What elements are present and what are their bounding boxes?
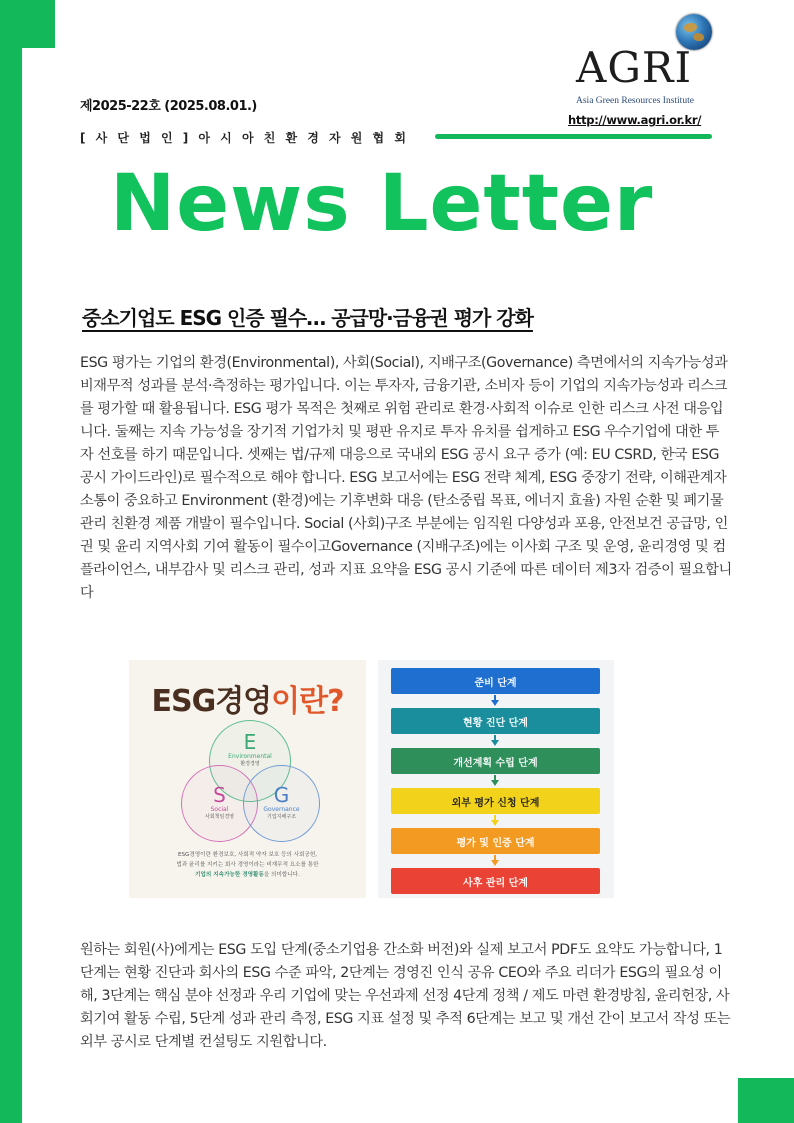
logo-text: AGRI xyxy=(576,43,693,92)
esg-image-title: ESG경영이란? xyxy=(151,684,344,719)
environmental-circle: E Environmental 환경경영 xyxy=(209,720,291,802)
step-box: 사후 관리 단계 xyxy=(391,868,600,894)
esg-image-caption: ESG경영이란 환경보호, 사회적 약자 보호 등의 사회공헌, 법과 윤리를 지키는 회사 경영이라는 비재무적 요소를 통한 기업의 지속가능한 경영활동을 의미합니다. xyxy=(176,852,319,878)
logo-subtitle: Asia Green Resources Institute xyxy=(576,96,694,106)
header-divider xyxy=(435,134,712,139)
top-left-green-block xyxy=(22,0,55,48)
left-green-bar xyxy=(0,0,22,1123)
article-headline: 중소기업도 ESG 인증 필수… 공급망·금융권 평가 강화 xyxy=(82,306,533,330)
issue-number: 제2025-22호 (2025.08.01.) xyxy=(80,99,257,114)
agri-logo xyxy=(570,10,720,130)
esg-steps-image xyxy=(378,660,614,898)
social-circle: S Social 사회책임경영 xyxy=(181,765,258,842)
step-arrow-icon xyxy=(491,740,499,746)
article-paragraph-1: ESG 평가는 기업의 환경(Environmental), 사회(Social), 지배구조(Governance) 측면에서의 지속가능성과 비재무적 성과를 분석·측정하는 평가입니다. 이는 투자자, 금융기관, 소비자 등이 기업의 지속가능성과 리스크를 평가할 때 활용됩니다. ESG 평가 목적은 첫째로 위험 관리로 환경·사회적 이슈로 인한 리스크 사전 대응입니다. 둘째는 지속 가능성을 장기적 기업가치 및 평판 유지로 투자 유치를 쉽게하고 ESG 우수기업에 대한 투자 선호를 하기 때문입니다. 셋째는 법/규제 대응으로 국내외 ESG 공시 요구 증가 (예: EU CSRD, 한국 ESG 공시 가이드라인)로 필수적으로 해야 합니다. ESG 보고서에는 ESG 전략 체계, ESG 중장기 전략, 이해관계자 소통이 중요하고 Environment (환경)에는 기후변화 대응 (탄소중립 목표, 에너지 효율) 자원 순환 및 폐기물 관리 친환경 제품 개발이 필수입니다. Social (사회)구조 부분에는 임직원 다양성과 포용, 안전보건 공급망, 인권 및 윤리 지역사회 기여 활동이 필수이고Governance (지배구조)에는 이사회 구조 및 운영, 윤리경영 및 컴플라이언스, 내부감사 및 리스크 관리, 성과 지표 요약을 ESG 공시 기준에 따른 데이터 제3자 검증이 필요합니다 xyxy=(80,355,732,601)
step-box: 외부 평가 신청 단계 xyxy=(391,788,600,814)
step-arrow-icon xyxy=(491,860,499,866)
step-box: 개선계획 수립 단계 xyxy=(391,748,600,774)
step-arrow-icon xyxy=(491,700,499,706)
step-box: 현황 진단 단계 xyxy=(391,708,600,734)
website-link[interactable]: http://www.agri.or.kr/ xyxy=(568,113,702,127)
esg-definition-image xyxy=(129,660,366,898)
step-box: 평가 및 인증 단계 xyxy=(391,828,600,854)
step-arrow-icon xyxy=(491,780,499,786)
organization-name: [ 사 단 법 인 ] 아 시 아 친 환 경 자 원 협 회 xyxy=(80,131,409,145)
bottom-right-green-block xyxy=(738,1078,794,1123)
step-box: 준비 단계 xyxy=(391,668,600,694)
article-paragraph-2: 원하는 회원(사)에게는 ESG 도입 단계(중소기업용 간소화 버전)와 실제 보고서 PDF도 요약도 가능합니다, 1단계는 현황 진단과 회사의 ESG 수준 파악, 2단계는 경영진 인식 공유 CEO와 주요 리더가 ESG의 필요성 이해, 3단계는 핵심 분야 선정과 우리 기업에 맞는 우선과제 선정 4단계 정책 / 제도 마련 환경방침, 윤리헌장, 사회기여 활동 수립, 5단계 성과 관리 측정, ESG 지표 설정 및 추적 6단계는 보고 및 개선 간이 보고서 작성 또는 외부 공시로 단계별 컨설팅도 지원합니다. xyxy=(80,942,731,1050)
governance-circle: G Governance 기업지배구조 xyxy=(243,765,320,842)
step-arrow-icon xyxy=(491,820,499,826)
newsletter-title: News Letter xyxy=(110,159,654,249)
